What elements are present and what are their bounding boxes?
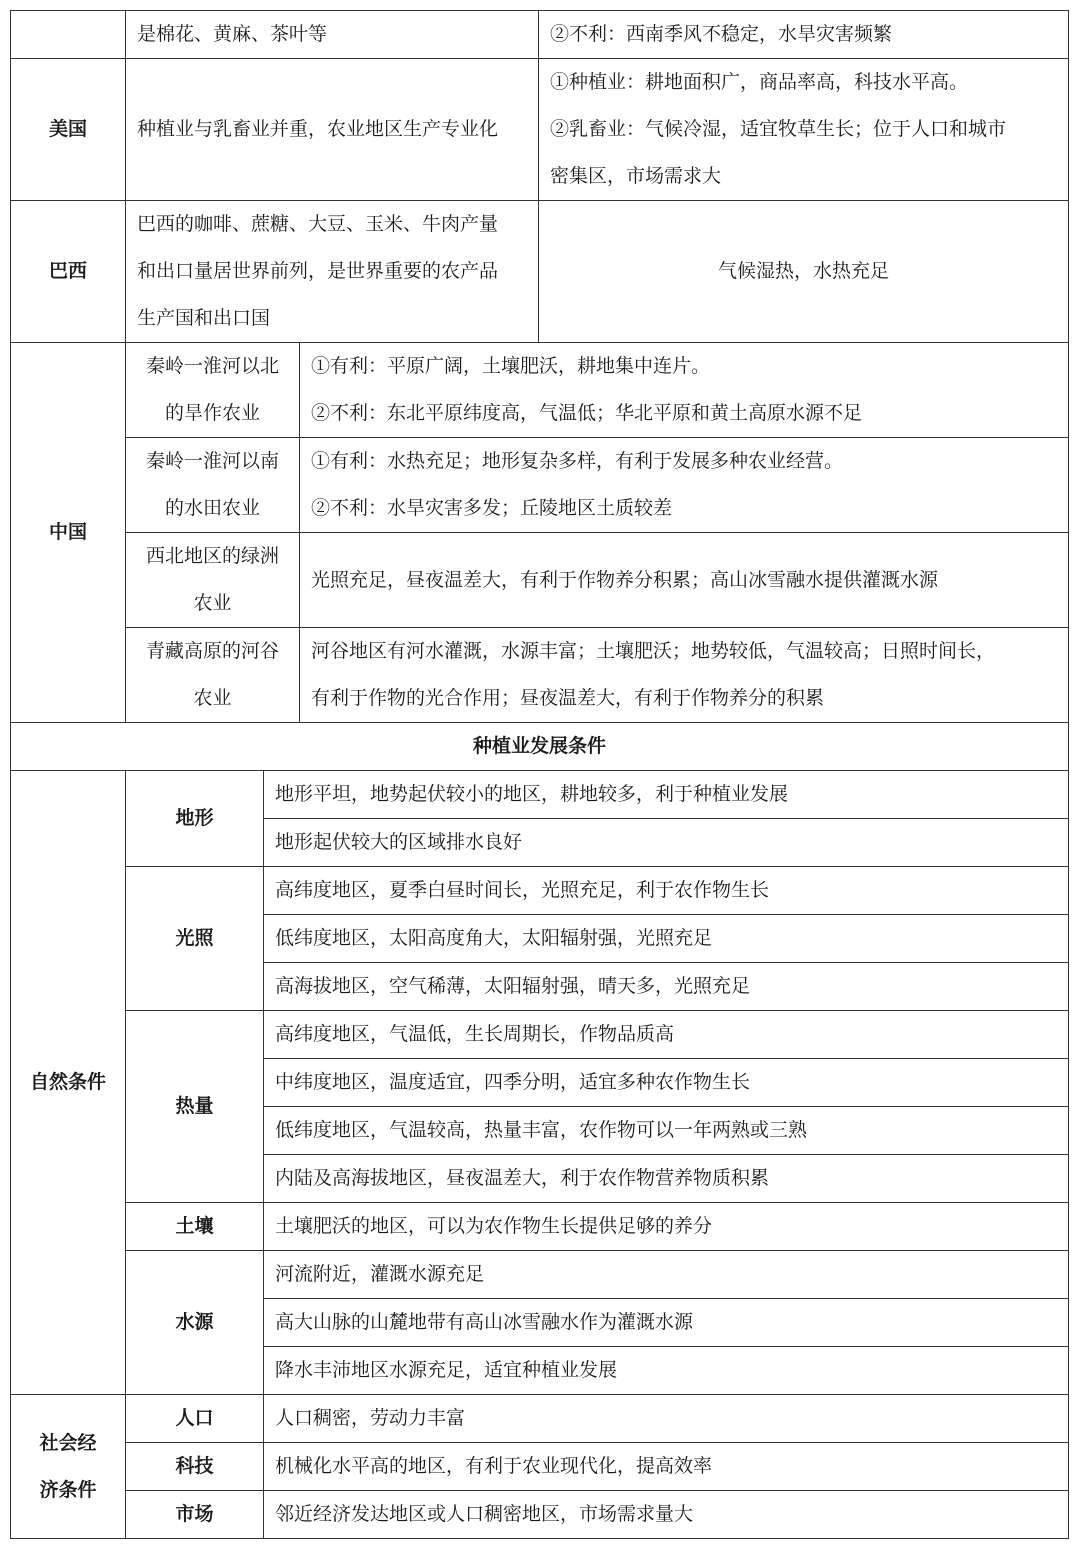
condition-item: 地形平坦，地势起伏较小的地区，耕地较多，利于种植业发展 [264, 771, 1069, 819]
cond-line: ②不利：水旱灾害多发；丘陵地区土质较差 [311, 497, 673, 519]
condition-item: 机械化水平高的地区，有利于农业现代化，提高效率 [264, 1443, 1069, 1491]
china-cond-north [300, 343, 1069, 438]
usa-condition-line: ①种植业：耕地面积广，商品率高，科技水平高。 [550, 71, 969, 93]
usa-condition-line: 密集区，市场需求大 [550, 165, 722, 187]
china-cond-oasis: 光照充足，昼夜温差大，有利于作物养分积累；高山冰雪融水提供灌溉水源 [300, 533, 1069, 628]
condition-item: 高纬度地区，气温低，生长周期长，作物品质高 [264, 1011, 1069, 1059]
condition-item: 邻近经济发达地区或人口稠密地区，市场需求量大 [264, 1491, 1069, 1539]
label-line: 济条件 [39, 1478, 97, 1501]
condition-item: 低纬度地区，气温较高，热量丰富，农作物可以一年两熟或三熟 [264, 1107, 1069, 1155]
type-line: 的水田农业 [164, 497, 260, 519]
factor-water: 水源 [126, 1251, 264, 1395]
section-title: 种植业发展条件 [11, 723, 1069, 771]
brazil-feature-line: 巴西的咖啡、蔗糖、大豆、玉米、牛肉产量 [137, 213, 499, 235]
china-type-valley [126, 628, 300, 723]
condition-item: 人口稠密，劳动力丰富 [264, 1395, 1069, 1443]
type-line: 秦岭一淮河以南 [145, 450, 279, 472]
agriculture-table [10, 10, 1069, 1539]
country-usa: 美国 [11, 59, 126, 201]
cond-line: ②不利：东北平原纬度高，气温低；华北平原和黄土高原水源不足 [311, 402, 863, 424]
condition-item: 中纬度地区，温度适宜，四季分明，适宜多种农作物生长 [264, 1059, 1069, 1107]
cond-line: 有利于作物的光合作用；昼夜温差大，有利于作物养分的积累 [311, 687, 825, 709]
factor-heat: 热量 [126, 1011, 264, 1203]
china-cond-valley [300, 628, 1069, 723]
country-brazil: 巴西 [11, 201, 126, 343]
usa-conditions [539, 59, 1069, 201]
type-line: 秦岭一淮河以北 [145, 355, 279, 377]
usa-condition-line: ②乳畜业：气候冷湿，适宜牧草生长；位于人口和城市 [550, 118, 1007, 140]
factor-technology: 科技 [126, 1443, 264, 1491]
china-type-south [126, 438, 300, 533]
condition-item: 高纬度地区，夏季白昼时间长，光照充足，利于农作物生长 [264, 867, 1069, 915]
label-line: 社会经 [39, 1431, 97, 1454]
type-line: 农业 [193, 687, 232, 709]
type-line: 的旱作农业 [164, 402, 260, 424]
cond-line: ①有利：水热充足；地形复杂多样，有利于发展多种农业经营。 [311, 450, 844, 472]
type-line: 西北地区的绿洲 [145, 545, 279, 567]
natural-conditions-label: 自然条件 [11, 771, 126, 1395]
brazil-feature-line: 生产国和出口国 [137, 307, 271, 329]
brazil-feature [126, 201, 539, 343]
social-conditions-label [11, 1395, 126, 1539]
china-type-north [126, 343, 300, 438]
brazil-feature-line: 和出口量居世界前列，是世界重要的农产品 [137, 260, 499, 282]
factor-market: 市场 [126, 1491, 264, 1539]
condition-item: 内陆及高海拔地区，昼夜温差大，利于农作物营养物质积累 [264, 1155, 1069, 1203]
factor-soil: 土壤 [126, 1203, 264, 1251]
brazil-condition: 气候湿热，水热充足 [539, 201, 1069, 343]
cond-line: ①有利：平原广阔，土壤肥沃，耕地集中连片。 [311, 355, 711, 377]
india-condition-tail: ②不利：西南季风不稳定，水旱灾害频繁 [539, 11, 1069, 59]
type-line: 青藏高原的河谷 [145, 640, 279, 662]
cond-line: 河谷地区有河水灌溉，水源丰富；土壤肥沃；地势较低，气温较高；日照时间长， [311, 640, 996, 662]
factor-population: 人口 [126, 1395, 264, 1443]
condition-item: 降水丰沛地区水源充足，适宜种植业发展 [264, 1347, 1069, 1395]
country-china: 中国 [11, 343, 126, 723]
condition-item: 土壤肥沃的地区，可以为农作物生长提供足够的养分 [264, 1203, 1069, 1251]
condition-item: 低纬度地区，太阳高度角大，太阳辐射强，光照充足 [264, 915, 1069, 963]
india-feature-tail: 是棉花、黄麻、茶叶等 [126, 11, 539, 59]
condition-item: 高海拔地区，空气稀薄，太阳辐射强，晴天多，光照充足 [264, 963, 1069, 1011]
factor-light: 光照 [126, 867, 264, 1011]
china-cond-south [300, 438, 1069, 533]
condition-item: 地形起伏较大的区域排水良好 [264, 819, 1069, 867]
factor-terrain: 地形 [126, 771, 264, 867]
usa-feature: 种植业与乳畜业并重，农业地区生产专业化 [126, 59, 539, 201]
china-type-oasis [126, 533, 300, 628]
condition-item: 河流附近，灌溉水源充足 [264, 1251, 1069, 1299]
condition-item: 高大山脉的山麓地带有高山冰雪融水作为灌溉水源 [264, 1299, 1069, 1347]
type-line: 农业 [193, 592, 232, 614]
blank-cell [11, 11, 126, 59]
